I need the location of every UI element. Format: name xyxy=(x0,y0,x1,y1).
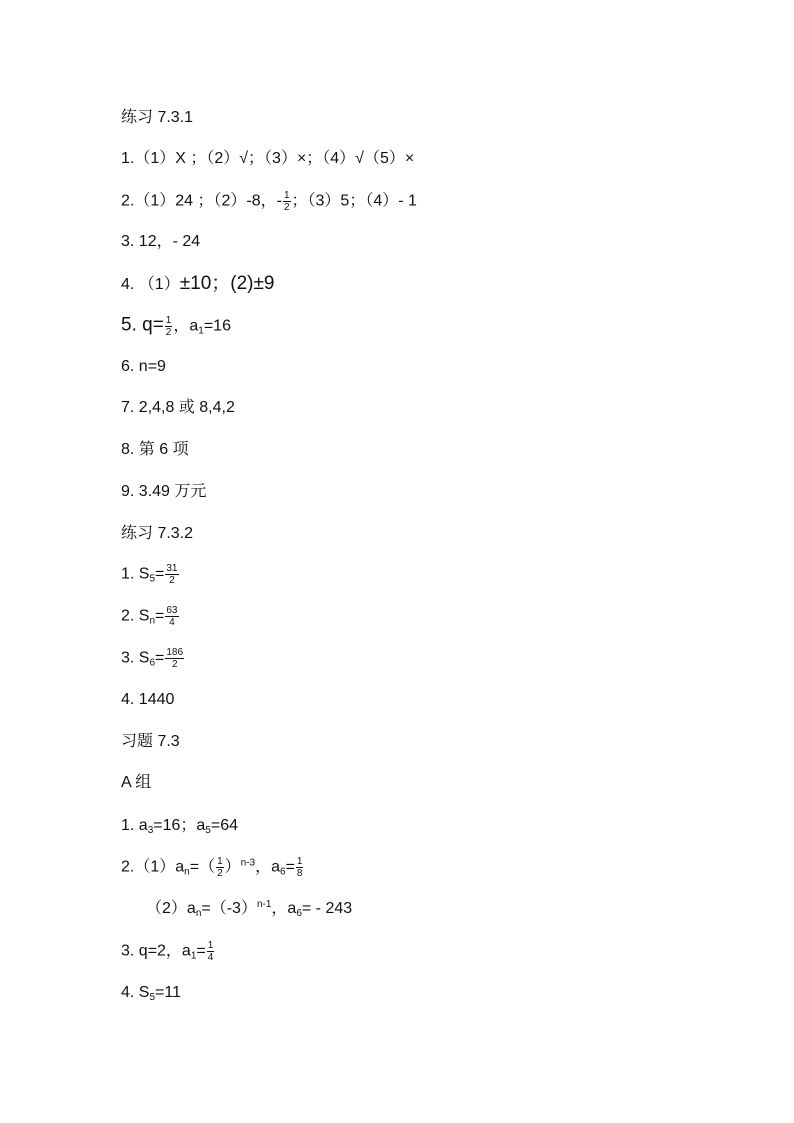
answer-sn xyxy=(121,605,180,628)
answer-5-text-a: 5. q= xyxy=(121,314,164,336)
subscript: n xyxy=(184,866,190,878)
section-title-7-3-1: 练习 7.3.1 xyxy=(121,109,194,126)
subscript: 1 xyxy=(198,325,204,337)
answer-3: 3. 12，- 24 xyxy=(121,233,201,250)
fraction-numerator: 1 xyxy=(217,856,223,867)
fraction-half xyxy=(165,315,173,338)
subscript: 6 xyxy=(149,657,156,669)
text: 1. S xyxy=(121,565,150,583)
text: = - 243 xyxy=(301,900,353,917)
fraction-half xyxy=(283,190,291,213)
answer-5 xyxy=(121,315,231,338)
answer-2-text-a: 2.（1）24 ；（2）-8，- xyxy=(121,192,282,210)
answer-4-text-a: 4. （1） xyxy=(121,276,180,293)
answer-6: 6. n=9 xyxy=(121,358,166,375)
fraction-denominator: 8 xyxy=(296,868,303,879)
subscript: 6 xyxy=(280,866,286,878)
answer-5-text-b: ，a xyxy=(173,317,199,335)
fraction-numerator: 31 xyxy=(166,563,178,574)
text: 2. S xyxy=(121,607,150,625)
text: =（ xyxy=(189,858,216,876)
text: 3. q=2，a xyxy=(121,942,191,960)
subscript: n xyxy=(195,908,202,919)
superscript: n-1 xyxy=(256,899,272,910)
exercise-4 xyxy=(121,983,181,1003)
text: =64 xyxy=(210,817,238,834)
fraction-denominator: 2 xyxy=(217,868,223,879)
text: = xyxy=(155,649,165,667)
fraction xyxy=(216,856,224,879)
answer-7: 7. 2,4,8 或 8,4,2 xyxy=(121,399,235,416)
answer-s5 xyxy=(121,563,180,586)
answer-1: 1.（1）X ；（2）√；（3）×；（4）√（5）× xyxy=(121,150,415,167)
fraction xyxy=(296,856,304,879)
subscript: 5 xyxy=(149,992,156,1003)
fraction-denominator: 2 xyxy=(165,327,172,338)
text: = xyxy=(155,607,165,625)
answer-4 xyxy=(121,274,274,295)
fraction-numerator: 186 xyxy=(166,647,184,658)
answer-1440: 4. 1440 xyxy=(121,691,175,708)
answer-8: 8. 第 6 项 xyxy=(121,441,189,458)
fraction-denominator: 2 xyxy=(283,202,290,213)
subscript: 5 xyxy=(149,573,156,585)
section-title-7-3-2: 练习 7.3.2 xyxy=(121,525,194,542)
answer-4-text-b: ±10；(2)±9 xyxy=(179,273,275,294)
section-title-exercise-7-3: 习题 7.3 xyxy=(121,733,180,750)
text: = xyxy=(196,942,206,960)
fraction-denominator: 2 xyxy=(165,658,184,670)
superscript: n-3 xyxy=(240,857,256,869)
text: ，a xyxy=(271,900,297,917)
fraction xyxy=(207,940,215,963)
exercise-3 xyxy=(121,940,215,963)
fraction-denominator: 4 xyxy=(207,952,214,963)
text: =11 xyxy=(155,984,181,1001)
answer-9: 9. 3.49 万元 xyxy=(121,483,207,500)
text: 1. a xyxy=(121,817,148,834)
fraction-denominator: 2 xyxy=(165,574,178,586)
text: =（-3） xyxy=(201,900,257,917)
text: （2）a xyxy=(146,900,196,917)
text: 2.（1）a xyxy=(121,858,185,876)
text: 3. S xyxy=(121,649,150,667)
fraction xyxy=(165,605,178,628)
group-a-title: A 组 xyxy=(121,774,152,791)
fraction-numerator: 63 xyxy=(166,605,178,616)
exercise-2-part-1 xyxy=(121,856,304,879)
text: ） xyxy=(224,858,241,876)
subscript: 3 xyxy=(147,825,154,836)
fraction-numerator: 1 xyxy=(165,315,172,326)
answer-2 xyxy=(121,190,417,213)
fraction xyxy=(165,563,178,586)
subscript: 1 xyxy=(190,950,197,962)
text: = xyxy=(285,858,295,876)
text: ，a xyxy=(255,858,281,876)
text: 4. S xyxy=(121,984,150,1001)
subscript: n xyxy=(149,615,156,627)
fraction xyxy=(165,647,184,670)
fraction-numerator: 1 xyxy=(207,940,214,951)
subscript: 5 xyxy=(205,825,211,836)
answer-2-text-b: ；（3）5；（4）- 1 xyxy=(291,192,417,210)
fraction-numerator: 1 xyxy=(283,190,290,201)
answer-5-text-c: =16 xyxy=(203,317,231,335)
fraction-denominator: 4 xyxy=(165,616,178,628)
text: =16；a xyxy=(153,817,206,834)
exercise-2-part-2 xyxy=(146,899,352,919)
text: = xyxy=(155,565,165,583)
fraction-numerator: 1 xyxy=(296,856,303,867)
subscript: 6 xyxy=(296,908,302,919)
answer-s6 xyxy=(121,647,185,670)
exercise-1 xyxy=(121,816,238,836)
